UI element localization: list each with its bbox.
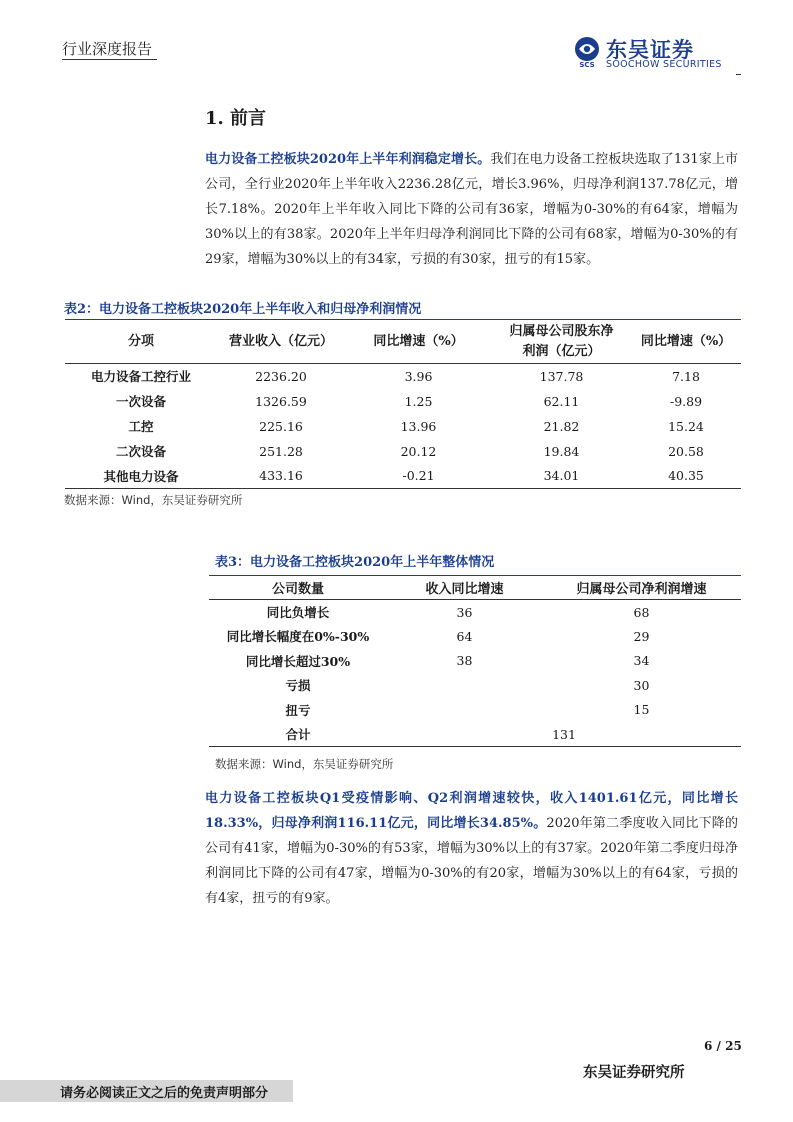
table-cell: 15	[633, 702, 650, 718]
column-header: 收入同比增速	[387, 576, 542, 600]
table-row	[65, 464, 741, 489]
row-label: 工控	[128, 419, 154, 434]
logo-name: 东吴证券	[606, 38, 694, 62]
table-row	[209, 698, 741, 723]
total-label: 合计	[285, 727, 311, 742]
table2-caption: 表2：电力设备工控板块2020年上半年收入和归母净利润情况	[64, 302, 422, 317]
logo-english-name: SOOCHOW SECURITIES	[606, 59, 722, 70]
table-cell: 137.78	[539, 368, 584, 384]
table-cell: 2236.20	[255, 368, 307, 384]
table-total-row	[209, 722, 741, 747]
intro-body: 我们在电力设备工控板块选取了131家上市公司，全行业2020年上半年收入2236.28亿元，增长3.96%，归母净利润137.78亿元，增长7.18%。2020年上半年收入同比下降的公司有36家，增幅为0-30%的有64家，增幅为30%以上的有38家。2020年上半年归母净利润同比下降的公司有68家，增幅为0-30%的有29家，增幅为30%以上的有34家，亏损的有30家，扭亏的有15家。	[205, 152, 738, 267]
table-cell: 64	[456, 628, 473, 644]
table-cell: 13.96	[400, 418, 437, 434]
intro-lead: 电力设备工控板块2020年上半年利润稳定增长。	[205, 152, 491, 167]
table-row	[65, 364, 741, 389]
header-underline	[62, 59, 157, 60]
table-cell: 29	[633, 628, 650, 644]
row-label: 其他电力设备	[103, 468, 179, 484]
column-header: 营业收入（亿元）	[217, 320, 345, 364]
table-row	[65, 389, 741, 414]
disclaimer-text[interactable]: 请务必阅读正文之后的免责声明部分	[60, 1086, 269, 1101]
page-number: 6 / 25	[704, 1039, 742, 1053]
table-cell: 30	[633, 677, 650, 693]
report-type-label: 行业深度报告	[62, 40, 153, 58]
column-header: 公司数量	[209, 576, 387, 600]
table-cell: 433.16	[259, 468, 303, 484]
soochow-logo-icon	[572, 36, 602, 68]
table-cell: 38	[456, 653, 473, 669]
table-header-row	[209, 576, 741, 600]
table-cell: 251.28	[259, 443, 303, 459]
row-label: 同比负增长	[266, 605, 330, 620]
header-tick	[736, 74, 741, 75]
section-title: 1. 前言	[205, 108, 267, 129]
row-label: 同比增长超过30%	[245, 653, 351, 669]
table-cell: 20.12	[400, 443, 437, 459]
column-header: 同比增速（%）	[631, 320, 741, 364]
table-row	[209, 673, 741, 698]
q2-body: 2020年第二季度收入同比下降的公司有41家，增幅为0-30%的有53家，增幅为30%以上的有37家。2020年第二季度归母净利润同比下降的公司有47家，增幅为0-30%的有20家，增幅为30%以上的有64家，亏损的有4家，扭亏的有9家。	[205, 816, 739, 906]
table-cell: 19.84	[543, 443, 580, 459]
table-cell: 34	[633, 653, 650, 669]
table-cell: 225.16	[259, 418, 303, 434]
row-label: 一次设备	[115, 394, 166, 409]
table-cell	[387, 698, 542, 723]
table-cell: 3.96	[404, 368, 433, 384]
table-cell: 34.01	[543, 468, 580, 484]
q2-paragraph	[205, 786, 738, 911]
column-header: 分项	[65, 320, 217, 364]
table-cell: 36	[456, 604, 473, 620]
table-row	[65, 414, 741, 439]
table2-source: 数据来源：Wind，东吴证券研究所	[64, 493, 243, 507]
table-cell: 1326.59	[255, 393, 307, 409]
footer-org: 东吴证券研究所	[583, 1064, 685, 1081]
table-cell: 40.35	[668, 468, 704, 484]
table-header-row	[65, 320, 741, 364]
table-cell: -0.21	[402, 468, 435, 484]
row-label: 扭亏	[285, 702, 311, 718]
table-cell: -9.89	[669, 393, 703, 409]
column-header: 同比增速（%）	[345, 320, 492, 364]
logo-abbr: SCS	[579, 61, 595, 68]
overall-status-table	[209, 575, 741, 747]
table-cell: 68	[633, 604, 650, 620]
revenue-profit-table	[65, 319, 741, 489]
row-label: 同比增长幅度在0%-30%	[226, 629, 370, 645]
table-row	[65, 439, 741, 464]
column-header: 归属母公司净利润增速	[542, 576, 741, 600]
row-label: 二次设备	[115, 444, 166, 459]
total-value: 131	[552, 726, 576, 742]
table-cell: 62.11	[543, 393, 580, 409]
table-cell	[387, 673, 542, 698]
row-label: 亏损	[285, 678, 311, 694]
table-cell: 1.25	[404, 393, 433, 409]
table-cell: 20.58	[668, 443, 704, 459]
q2-lead: 电力设备工控板块Q1受疫情影响、Q2利润增速较快，收入1401.61亿元，同比增长18.33%，归母净利润116.11亿元，同比增长34.85%。	[205, 791, 738, 831]
intro-paragraph	[205, 147, 738, 272]
table3-source: 数据来源：Wind，东吴证券研究所	[215, 757, 394, 771]
table-cell: 21.82	[543, 418, 580, 434]
column-header: 归属母公司股东净利润（亿元）	[492, 320, 631, 364]
row-label: 电力设备工控行业	[90, 369, 191, 385]
table3-caption: 表3：电力设备工控板块2020年上半年整体情况	[215, 555, 495, 570]
table-cell: 15.24	[668, 418, 704, 434]
table-cell: 7.18	[672, 368, 700, 384]
table-row	[209, 649, 741, 674]
table-row	[209, 600, 741, 625]
table-row	[209, 624, 741, 649]
